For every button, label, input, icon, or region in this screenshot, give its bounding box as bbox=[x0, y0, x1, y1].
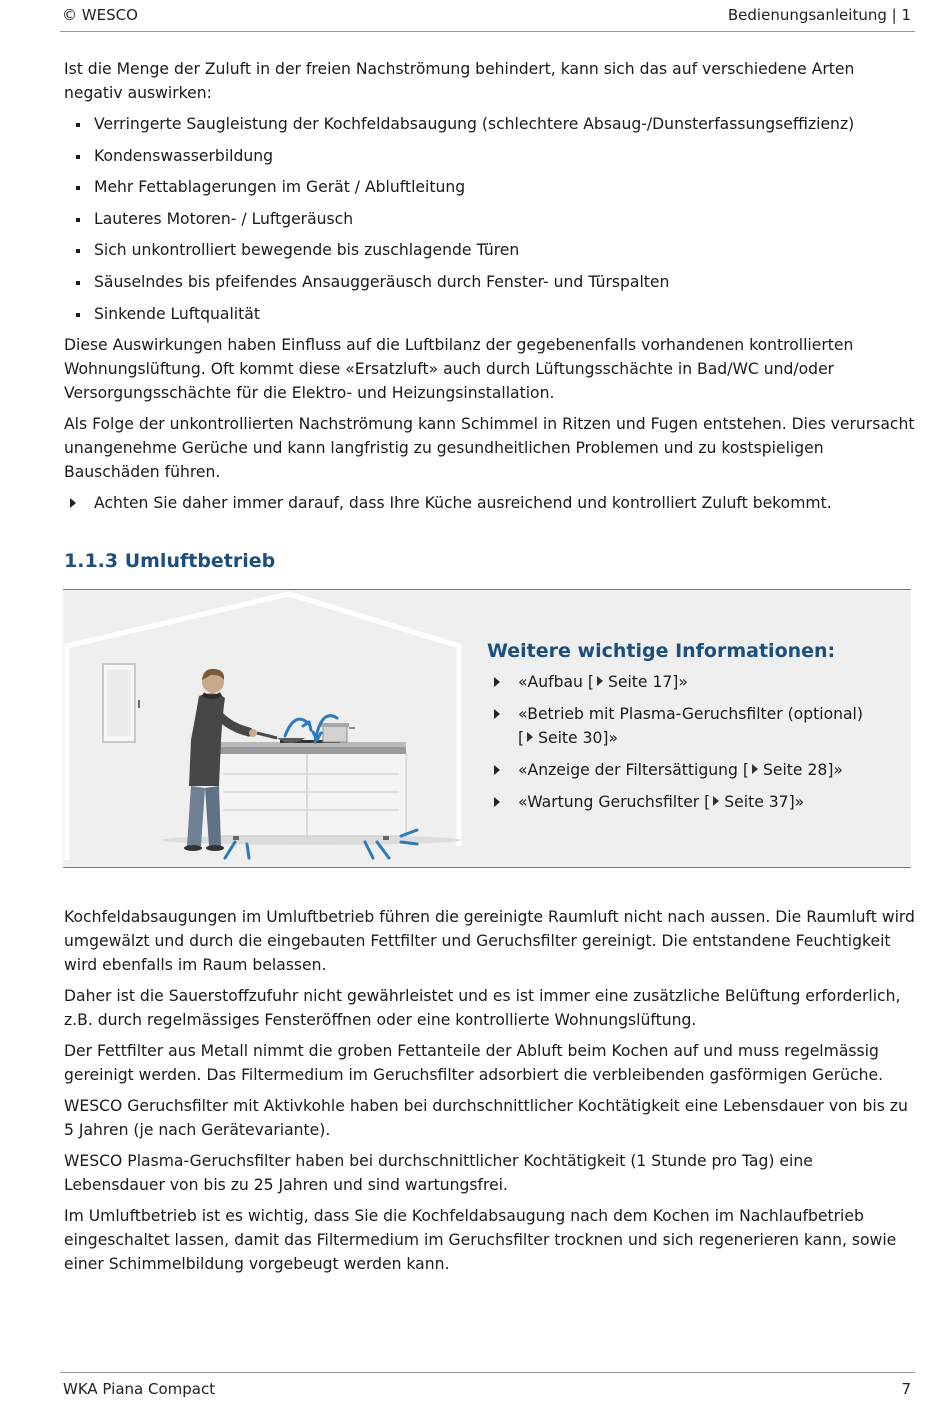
link-arrow-icon bbox=[494, 709, 500, 719]
info-link-assembly[interactable] bbox=[487, 670, 907, 694]
action-instruction bbox=[64, 491, 915, 515]
link-arrow-icon bbox=[494, 765, 500, 775]
page-ref-arrow-icon bbox=[752, 764, 758, 774]
link-text: «Wartung Geruchsfilter [ bbox=[518, 793, 711, 811]
bullet-square-icon bbox=[76, 155, 80, 159]
link-text: «Anzeige der Filtersättigung [ bbox=[518, 761, 749, 779]
pot-icon bbox=[321, 723, 355, 742]
bullet-square-icon bbox=[76, 249, 80, 253]
link-arrow-icon bbox=[494, 797, 500, 807]
info-box bbox=[487, 640, 907, 822]
manual-title-label: Bedienungsanleitung | 1 bbox=[727, 6, 911, 24]
bullet-square-icon bbox=[76, 281, 80, 285]
body-paragraph: Im Umluftbetrieb ist es wichtig, dass Sie die Kochfeldabsaugung nach dem Kochen im Nachlaufbetrieb eingeschaltet lassen, damit das Filtermedium im Geruchsfilter trocknen und sich regenerieren kann, sowie einer Schimmelbildung vorgebeugt werden kann. bbox=[64, 1207, 897, 1273]
list-item-text: Verringerte Saugleistung der Kochfeldabsaugung (schlechtere Absaug-/Dunsterfassungseffizienz) bbox=[94, 115, 855, 133]
list-item bbox=[64, 112, 915, 136]
body-paragraph: Der Fettfilter aus Metall nimmt die groben Fettanteile der Abluft beim Kochen auf und muss regelmässig gereinigt werden. Das Filtermedium im Geruchsfilter adsorbiert die verbleibenden gasförmigen Gerüche. bbox=[64, 1042, 884, 1084]
page-reference[interactable]: Seite 30]» bbox=[538, 729, 619, 747]
info-link-filter-maintenance[interactable] bbox=[487, 790, 907, 814]
page-ref-arrow-icon bbox=[527, 732, 533, 742]
list-item bbox=[64, 144, 915, 168]
action-arrow-icon bbox=[70, 498, 76, 508]
list-item bbox=[64, 238, 915, 262]
page-reference[interactable]: Seite 28]» bbox=[762, 761, 843, 779]
list-item-text: Mehr Fettablagerungen im Gerät / Abluftleitung bbox=[94, 178, 466, 197]
intro-paragraph: Ist die Menge der Zuluft in der freien Nachströmung behindert, kann sich das auf verschiedene Arten negativ auswirken: bbox=[64, 60, 855, 102]
list-item-text: Lauteres Motoren- / Luftgeräusch bbox=[94, 209, 354, 228]
link-text: [ bbox=[518, 729, 525, 747]
bullet-square-icon bbox=[76, 186, 80, 190]
kitchen-illustration bbox=[63, 590, 483, 867]
air-balance-paragraph: Diese Auswirkungen haben Einfluss auf die Luftbilanz der gegebenenfalls vorhandenen kontrollierten Wohnungslüftung. Oft kommt diese «Ersatzluft» auch durch Lüftungsschächte in Bad/WC und/oder Versorgungsschächte für die Elektro- und Heizungsinstallation. bbox=[64, 336, 854, 403]
bullet-square-icon bbox=[76, 218, 80, 222]
copyright-label: © WESCO bbox=[62, 6, 138, 24]
kitchen-island-icon bbox=[216, 740, 406, 840]
bullet-square-icon bbox=[76, 313, 80, 317]
link-arrow-icon bbox=[494, 677, 500, 687]
page-footer bbox=[60, 1372, 915, 1401]
body-paragraph: WESCO Geruchsfilter mit Aktivkohle haben bei durchschnittlicher Kochtätigkeit eine Lebensdauer von bis zu 5 Jahren (je nach Gerätevariante). bbox=[64, 1097, 908, 1139]
list-item bbox=[64, 175, 915, 199]
page-reference[interactable]: Seite 17]» bbox=[607, 673, 688, 691]
body-paragraph: Kochfeldabsaugungen im Umluftbetrieb führen die gereinigte Raumluft nicht nach aussen. Die Raumluft wird umgewälzt und durch die eingebauten Fettfilter und Geruchsfilter gereinigt. Die entstandene Feuchtigkeit wird ebenfalls im Raum belassen. bbox=[64, 908, 915, 974]
window-icon bbox=[103, 664, 139, 742]
info-link-filter-saturation[interactable] bbox=[487, 758, 907, 782]
mold-paragraph: Als Folge der unkontrollierten Nachströmung kann Schimmel in Ritzen und Fugen entstehen. Dies verursacht unangenehme Gerüche und kann langfristig zu gesundheitlichen Problemen und zu kostspieligen Bauschäden führen. bbox=[64, 415, 915, 482]
info-title: Weitere wichtige Informationen: bbox=[487, 640, 836, 662]
list-item bbox=[64, 302, 915, 326]
bullet-square-icon bbox=[76, 123, 80, 127]
page-ref-arrow-icon bbox=[713, 796, 719, 806]
lower-content bbox=[64, 905, 915, 1283]
body-paragraph: WESCO Plasma-Geruchsfilter haben bei durchschnittlicher Kochtätigkeit (1 Stunde pro Tag) eine Lebensdauer von bis zu 25 Jahren und sind wartungsfrei. bbox=[64, 1152, 813, 1194]
list-item bbox=[64, 207, 915, 231]
list-item bbox=[64, 270, 915, 294]
list-item-text: Säuselndes bis pfeifendes Ansauggeräusch durch Fenster- und Türspalten bbox=[94, 272, 670, 291]
page-header bbox=[60, 0, 915, 32]
list-item-text: Sich unkontrolliert bewegende bis zuschlagende Türen bbox=[94, 241, 520, 260]
body-paragraph: Daher ist die Sauerstoffzufuhr nicht gewährleistet und es ist immer eine zusätzliche Belüftung erforderlich, z.B. durch regelmässiges Fensteröffnen oder eine kontrollierte Wohnungslüftung. bbox=[64, 987, 901, 1029]
info-panel bbox=[63, 589, 911, 868]
list-item-text: Sinkende Luftqualität bbox=[94, 304, 260, 323]
link-text: «Betrieb mit Plasma-Geruchsfilter (optional) bbox=[518, 705, 863, 723]
page-number: 7 bbox=[901, 1380, 911, 1398]
info-link-plasma-filter[interactable] bbox=[487, 702, 907, 750]
upper-content bbox=[64, 57, 915, 515]
section-title: 1.1.3 Umluftbetrieb bbox=[64, 550, 276, 572]
info-links-list bbox=[487, 670, 907, 814]
page-reference[interactable]: Seite 37]» bbox=[724, 793, 805, 811]
action-text: Achten Sie daher immer darauf, dass Ihre Küche ausreichend und kontrolliert Zuluft bekommt. bbox=[94, 494, 832, 513]
link-text: «Aufbau [ bbox=[518, 673, 594, 691]
list-item-text: Kondenswasserbildung bbox=[94, 146, 274, 165]
page-ref-arrow-icon bbox=[597, 676, 603, 686]
product-name-label: WKA Piana Compact bbox=[63, 1380, 216, 1398]
effects-list bbox=[64, 112, 915, 326]
